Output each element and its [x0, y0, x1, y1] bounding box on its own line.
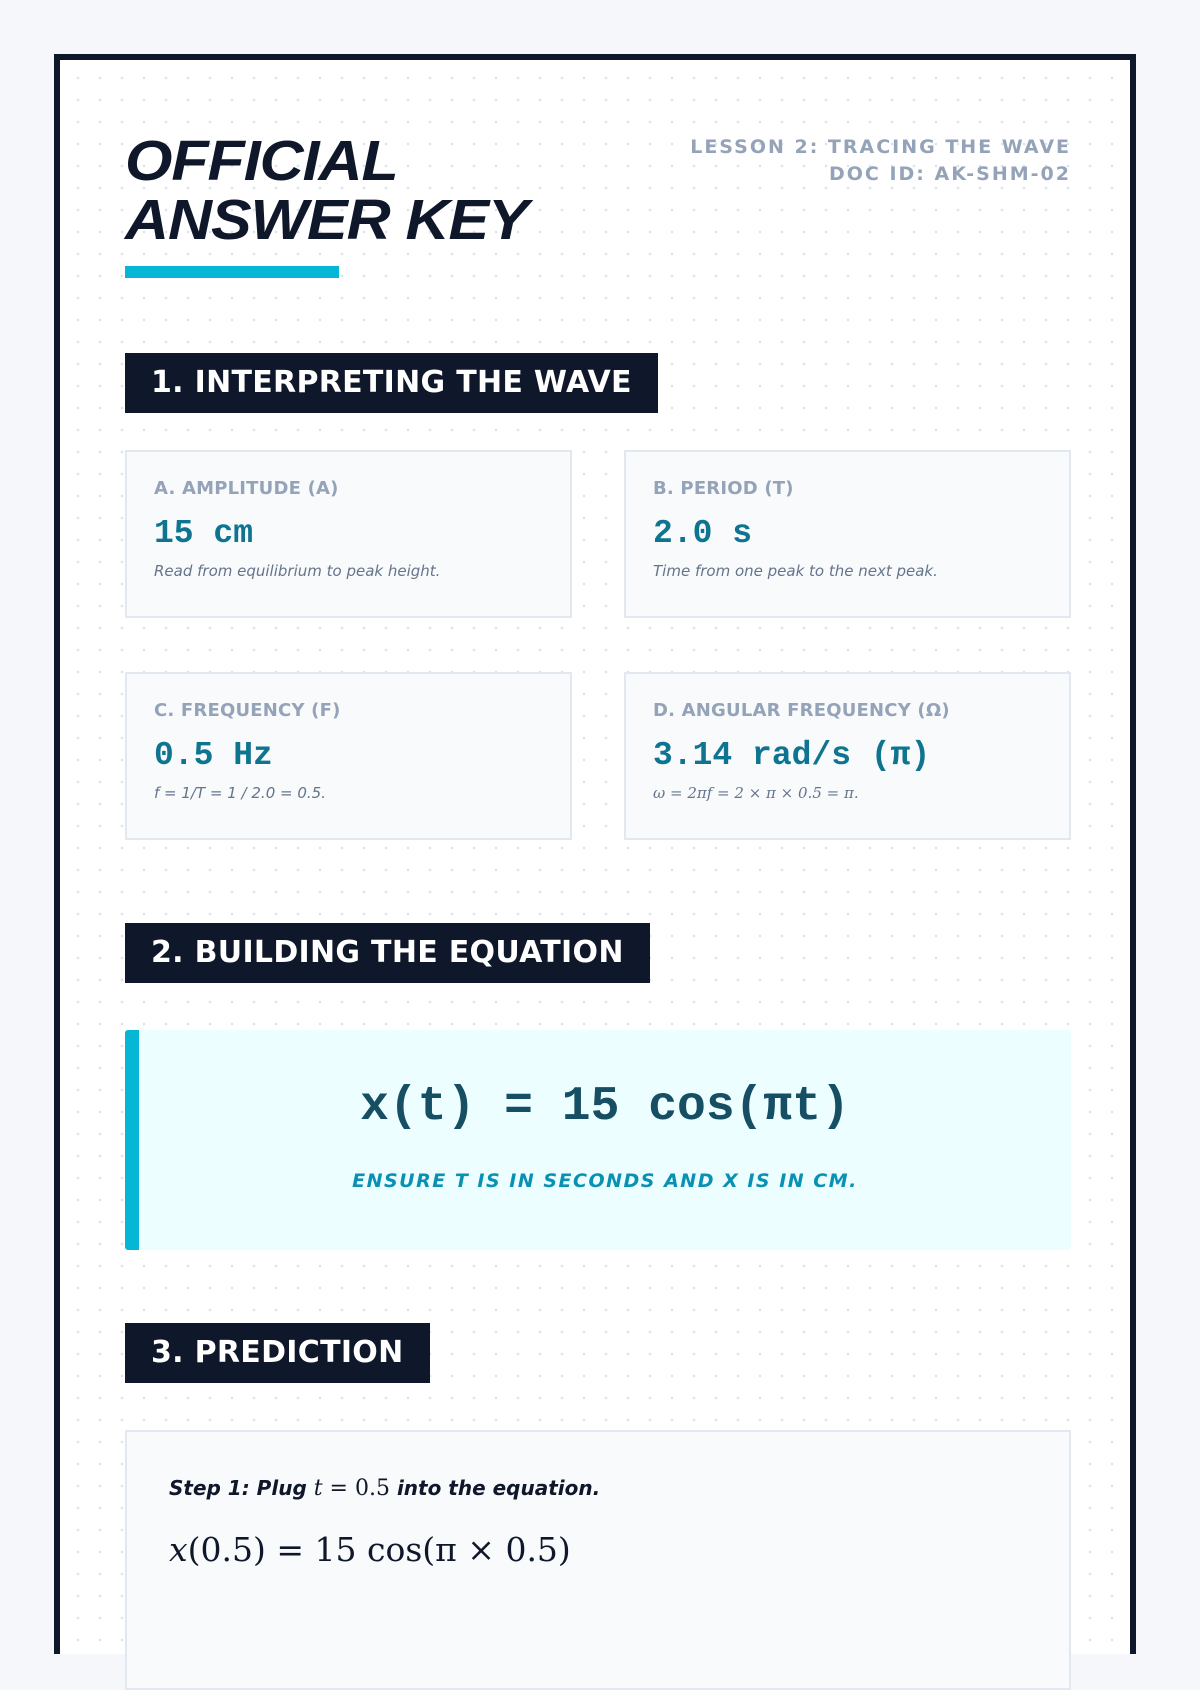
equation-callout: [125, 1030, 1071, 1250]
card-note: ω = 2πf = 2 × π × 0.5 = π.: [653, 784, 859, 802]
answer-key-sheet: [54, 54, 1136, 1654]
title-line-1: OFFICIAL: [125, 129, 398, 193]
card-label: B. PERIOD (T): [653, 478, 794, 499]
equation-formula: x(t) = 15 cos(πt): [360, 1080, 850, 1134]
lesson-label: LESSON 2: TRACING THE WAVE: [690, 136, 1071, 158]
prediction-step-1: [169, 1476, 600, 1501]
card-label: C. FREQUENCY (F): [154, 700, 341, 721]
step-prefix: Step 1: Plug: [169, 1476, 307, 1500]
title-accent-bar: [125, 266, 339, 278]
card-value: 0.5 Hz: [154, 737, 273, 774]
card-amplitude: [125, 450, 572, 618]
section-heading-equation: 2. BUILDING THE EQUATION: [125, 923, 650, 983]
card-label: A. AMPLITUDE (A): [154, 478, 339, 499]
page-title: [125, 129, 528, 252]
card-note: Time from one peak to the next peak.: [653, 562, 938, 580]
equation-units-note: ENSURE T IS IN SECONDS AND X IS IN CM.: [352, 1170, 858, 1192]
card-value: 3.14 rad/s (π): [653, 737, 931, 774]
card-period: [624, 450, 1071, 618]
card-value: 2.0 s: [653, 515, 753, 552]
prediction-box: [125, 1430, 1071, 1690]
card-value: 15 cm: [154, 515, 254, 552]
step-value: = 0.5: [329, 1476, 390, 1501]
step-variable: t: [313, 1476, 323, 1501]
card-note: f = 1/T = 1 / 2.0 = 0.5.: [154, 784, 326, 802]
card-angular-frequency: [624, 672, 1071, 840]
section-heading-prediction: 3. PREDICTION: [125, 1323, 430, 1383]
card-label: D. ANGULAR FREQUENCY (Ω): [653, 700, 950, 721]
card-frequency: [125, 672, 572, 840]
section-heading-interpreting: 1. INTERPRETING THE WAVE: [125, 353, 658, 413]
calc-expression: (0.5) = 15 cos(π × 0.5): [187, 1530, 571, 1569]
title-line-2: ANSWER KEY: [125, 188, 528, 252]
calc-variable: x: [169, 1530, 188, 1569]
document-meta: [690, 134, 1071, 188]
doc-id-label: DOC ID: AK-SHM-02: [828, 163, 1071, 185]
card-note: Read from equilibrium to peak height.: [154, 562, 441, 580]
prediction-calculation: [169, 1530, 571, 1569]
step-suffix: into the equation.: [396, 1476, 601, 1500]
